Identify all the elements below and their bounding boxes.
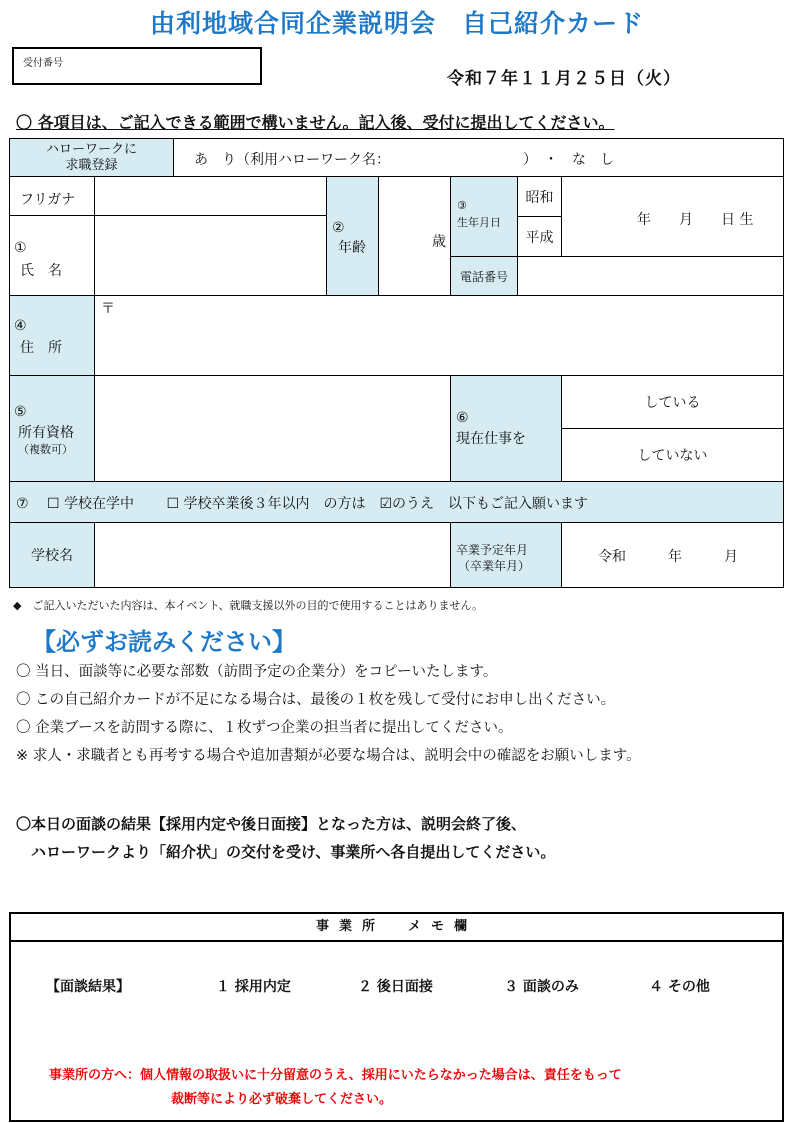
graduation-label-cell <box>450 522 562 588</box>
qualification-sub: （複数可） <box>18 443 73 456</box>
phone-input[interactable] <box>517 256 784 296</box>
qualification-number: ⑤ <box>14 404 27 420</box>
address-label: 住 所 <box>20 340 62 356</box>
result-option[interactable]: １ 採用内定 <box>216 979 291 995</box>
instruction-text: 〇 各項目は、ご記入できる範囲で構いません。記入後、受付に提出してください。 <box>16 113 615 132</box>
school-label: 学校名 <box>9 522 95 588</box>
name-input[interactable] <box>94 215 327 296</box>
heisei-option[interactable]: 平成 <box>517 216 562 257</box>
graduation-format: 令和 年 月 <box>598 549 738 565</box>
birth-number: ③ <box>457 199 467 212</box>
qualification-label: 所有資格 <box>18 425 74 441</box>
qualification-input[interactable] <box>94 375 451 482</box>
rule-item: 〇 企業ブースを訪問する際に、１枚ずつ企業の担当者に提出してください。 <box>16 720 513 736</box>
showa-option[interactable]: 昭和 <box>517 176 562 217</box>
age-unit: 歳 <box>432 234 446 250</box>
page-title: 由利地域合同企業説明会 自己紹介カード <box>149 9 644 38</box>
furigana-divider <box>9 176 95 216</box>
work-label: 現在仕事を <box>456 431 526 447</box>
rule-item: 〇 この自己紹介カードが不足になる場合は、最後の１枚を残して受付にお申し出ください。 <box>16 692 616 708</box>
furigana-input[interactable] <box>94 176 327 216</box>
birth-label-cell <box>450 176 518 257</box>
working-option[interactable]: している <box>561 375 784 429</box>
age-label-cell <box>326 176 379 296</box>
memo-warning-line: 裁断等により必ず破棄してください。 <box>171 1092 393 1107</box>
age-number: ② <box>332 220 345 236</box>
memo-warning-line: 事業所の方へ：個人情報の取扱いに十分留意のうえ、採用にいたらなかった場合は、責任をもって <box>49 1068 622 1083</box>
qualification-label-cell <box>9 375 95 482</box>
phone-label: 電話番号 <box>450 256 518 296</box>
graduation-label: 卒業予定年月 <box>456 543 529 557</box>
event-date: 令和７年１１月２５日（火） <box>447 69 681 89</box>
rule-item: ※ 求人・求職者とも再考する場合や追加書類が必要な場合は、説明会中の確認をお願いします。 <box>16 748 641 764</box>
birth-label: 生年月日 <box>457 216 501 229</box>
name-number: ① <box>14 240 27 256</box>
privacy-note: ◆ ご記入いただいた内容は、本イベント、就職支援以外の目的で使用することはありません。 <box>13 599 484 612</box>
receipt-number-box[interactable] <box>12 47 262 85</box>
work-number: ⑥ <box>456 410 469 426</box>
address-number: ④ <box>14 318 27 334</box>
furigana-label: フリガナ <box>20 192 76 208</box>
rule-item: 〇 当日、面談等に必要な部数（訪問予定の企業分）をコピーいたします。 <box>16 664 498 680</box>
memo-box <box>9 912 784 1122</box>
hw-label: ハローワークに求職登録 <box>9 138 174 177</box>
birth-input[interactable] <box>561 176 784 257</box>
result-label: 【面談結果】 <box>46 979 130 995</box>
result-option[interactable]: ３ 面談のみ <box>504 979 579 995</box>
school-input[interactable] <box>94 522 451 588</box>
school-status-row[interactable]: ⑦ ☐ 学校在学中 ☐ 学校卒業後３年以内 の方は ☑のうえ 以下もご記入願います <box>9 481 784 523</box>
address-label-cell <box>9 295 95 376</box>
hw-value[interactable]: あ り（利用ハローワーク名： ） ・ な し <box>173 138 784 177</box>
result-note-line: 〇本日の面談の結果【採用内定や後日面接】となった方は、説明会終了後、 <box>16 815 527 833</box>
work-label-cell <box>450 375 562 482</box>
address-input[interactable] <box>94 295 784 376</box>
profile-form <box>9 138 784 588</box>
not-working-option[interactable]: していない <box>561 428 784 482</box>
must-read-heading: 【必ずお読みください】 <box>32 628 296 656</box>
age-label: 年齢 <box>338 240 366 256</box>
birth-format: 年 月 日 生 <box>637 212 754 228</box>
age-input[interactable] <box>378 176 451 296</box>
result-option[interactable]: ２ 後日面接 <box>358 979 433 995</box>
name-label: 氏 名 <box>20 263 62 279</box>
graduation-sub: （卒業年月） <box>458 559 531 573</box>
receipt-label: 受付番号 <box>23 58 63 69</box>
graduation-input[interactable] <box>561 522 784 588</box>
postal-mark: 〒 <box>101 301 115 317</box>
result-note-line: ハローワークより「紹介状」の交付を受け、事業所へ各自提出してください。 <box>16 843 556 861</box>
result-option[interactable]: ４ その他 <box>649 979 710 995</box>
memo-header: 事業所 メモ欄 <box>11 914 782 942</box>
